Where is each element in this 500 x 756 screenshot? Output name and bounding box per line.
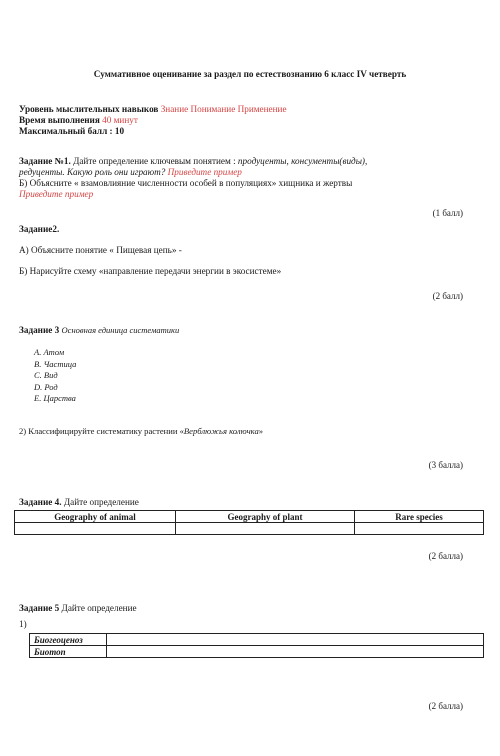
option-b: B. Частица [34, 358, 77, 369]
task1-text: Дайте определение ключевым понятием : [73, 156, 238, 166]
task3-subtitle: Основная единица систематики [61, 325, 180, 335]
task5-number: 1) [19, 619, 27, 629]
page-title: Суммативное оценивание за раздел по естествознанию 6 класс IV четверть [93, 69, 407, 79]
task3-q2-text: 2) Классифицируйте систематику растении « [19, 426, 184, 436]
task2-points: (2 балл) [432, 291, 463, 301]
option-e: E. Царства [34, 393, 76, 404]
task5-row-biogeocenosis [30, 634, 484, 646]
task2-a: А) Объясните понятие « Пищевая цепь» - [19, 245, 182, 255]
header-geography-plant: Geography of plant [176, 511, 355, 523]
max-score: Максимальный балл : 10 [19, 126, 125, 136]
definition-cell-1[interactable] [107, 634, 484, 646]
definition-cell-2[interactable] [107, 646, 484, 658]
task1-question: редуценты. Какую роль они играют? [19, 167, 166, 177]
task1-label: Задание №1. [19, 156, 71, 166]
task4-answer-row [15, 523, 484, 535]
header-geography-animal: Geography of animal [15, 511, 176, 523]
answer-cell-3[interactable] [355, 523, 484, 535]
task1-example-hint-2: Приведите пример [19, 189, 94, 199]
task1-line2 [19, 167, 242, 178]
term-biotope: Биотоп [30, 646, 107, 658]
task5-heading [19, 603, 137, 614]
level-value: Знание Понимание Применение [160, 104, 287, 114]
task5-table [29, 633, 484, 658]
task5-row-biotope [30, 646, 484, 658]
term-biogeocenosis: Биогеоценоз [30, 634, 107, 646]
task3-label: Задание 3 [19, 325, 60, 335]
task5-label: Задание 5 [19, 603, 60, 613]
task1-example-hint: Приведите пример [167, 167, 242, 177]
task3-q2-plant: Верблюжья колючка [183, 426, 259, 436]
option-a: A. Атом [34, 347, 65, 357]
level-label: Уровень мыслительных навыков [19, 104, 159, 114]
answer-cell-2[interactable] [176, 523, 355, 535]
time-line [19, 115, 138, 126]
task4-heading [19, 497, 139, 508]
task4-text: Дайте определение [63, 497, 139, 507]
task4-header-row [15, 511, 484, 523]
task4-table [14, 510, 484, 535]
task5-text: Дайте определение [61, 603, 137, 613]
task5-points: (2 балла) [428, 701, 463, 711]
task1-line3: Б) Объясните « взамовлияние численности особей в популяциях» хищника и жертвы [19, 178, 353, 188]
task3-q2 [19, 426, 263, 436]
task2-label: Задание2. [19, 224, 60, 234]
time-label: Время выполнения [19, 115, 100, 125]
time-value: 40 минут [102, 115, 138, 125]
task1-line1 [19, 156, 367, 167]
task3-options [34, 347, 76, 405]
header-rare-species: Rare species [355, 511, 484, 523]
task4-points: (2 балла) [428, 551, 463, 561]
task3-q2-end: » [258, 426, 264, 436]
task1-terms: продуценты, консументы(виды), [237, 156, 368, 166]
answer-cell-1[interactable] [15, 523, 176, 535]
option-c: C. Вид [34, 370, 58, 381]
task3-heading [19, 325, 179, 336]
thinking-level-line [19, 104, 287, 115]
task1-points: (1 балл) [432, 208, 463, 218]
task2-b: Б) Нарисуйте схему «направление передачи энергии в экосистеме» [19, 266, 282, 276]
task3-points: (3 балла) [428, 460, 463, 470]
option-d: D. Род [34, 381, 58, 392]
task4-label: Задание 4. [19, 497, 62, 507]
